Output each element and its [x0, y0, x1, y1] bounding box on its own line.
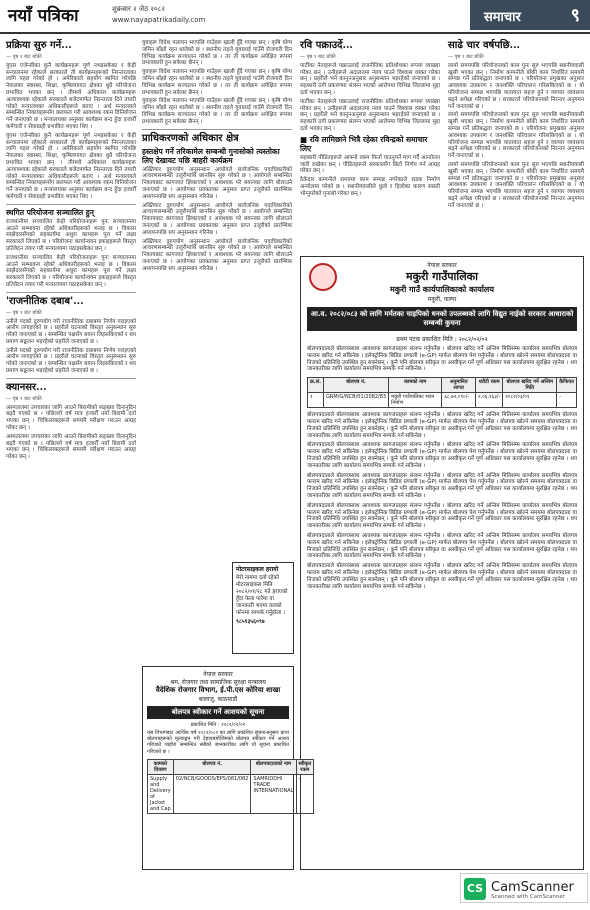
story-byline: — पृष्ठ १ बाट बाँकी [300, 54, 336, 60]
table-header: बोलपत्र नं. [173, 759, 251, 774]
story-body: युएस एजेन्सीका कुनै कार्यक्रमहरू पूर्ण नभइसकेका र केही सन्चालनमा रहेकाले सरकारले ती कार्यक्रमहरूको निरन्तरताका लागि पहल गरेको हो । अमेरिकाले सहयोग स्थगित गरेपछि नेपालका स्वास्थ्य, शिक्षा, कृषिलगायत क्षेत्रका थुप्रै परियोजना प्रभावित भएका छन् । तीमध्ये अधिकांश कार्यक्रमहरू अत्यावश्यक रहेकाले सरकारले बजेटमार्फत निरन्तरता दिने तयारी गरेको मन्त्रालयका अधिकारीहरूले बताए । अर्थ मन्त्रालयले सम्बन्धित निकायहरूसँग छलफल गरी आवश्यक रकम विनियोजन गर्ने जनाएको छ । मन्त्रालयका अनुसार कार्यक्रम बन्द हुँदा हजारौँ कर्मचारी र सेवाग्राही प्रभावित भएका थिए । [6, 132, 136, 200]
table-header: बोलपत्र नं. [324, 378, 389, 393]
camscanner-watermark [460, 873, 588, 903]
intent-notice [142, 666, 312, 870]
tender-notice [300, 256, 584, 870]
term-paragraph: बोलपत्रदाताले बोलपत्रसाथ आवश्यक कागजातहरू संलग्न गर्नुपर्नेछ । बोलपत्र खरिद गर्ने अन्तिम मितिसम्म कार्यालय समयभित्र बोलपत्र फाराम खरिद गर्न सकिनेछ । इलेक्ट्रोनिक बिडिङ प्रणाली (e-GP) मार्फत बोलपत्र पेश गर्नुपर्नेछ । बोलपत्र खोल्ने समयमा बोलपत्रदाता वा निजको प्रतिनिधि उपस्थित हुन सक्नेछन् । कुनै पनि बोलपत्र स्वीकृत वा अस्वीकृत गर्ने पूर्ण अधिकार यस कार्यालयमा सुरक्षित रहनेछ । थप जानकारीका लागि कार्यालय समयभित्र सम्पर्क गर्न सकिनेछ । [307, 442, 577, 469]
table-cell: GRM/G/NCB/01/2082/83 [324, 393, 389, 408]
story-body: युएस एजेन्सीका कुनै कार्यक्रमहरू पूर्ण नभइसकेका र केही सन्चालनमा रहेकाले सरकारले ती कार्यक्रमहरूको निरन्तरताका लागि पहल गरेको हो । अमेरिकाले सहयोग स्थगित गरेपछि नेपालका स्वास्थ्य, शिक्षा, कृषिलगायत क्षेत्रका थुप्रै परियोजना प्रभावित भएका छन् । तीमध्ये अधिकांश कार्यक्रमहरू अत्यावश्यक रहेकाले सरकारले बजेटमार्फत निरन्तरता दिने तयारी गरेको मन्त्रालयका अधिकारीहरूले बताए । अर्थ मन्त्रालयले सम्बन्धित निकायहरूसँग छलफल गरी आवश्यक रकम विनियोजन गर्ने जनाएको छ । मन्त्रालयका अनुसार कार्यक्रम बन्द हुँदा हजारौँ कर्मचारी र सेवाग्राही प्रभावित भएका थिए । [6, 62, 136, 130]
office-title: मकुरी गाउँपालिका [406, 270, 478, 283]
term-paragraph: बोलपत्रदाताले बोलपत्रसाथ आवश्यक कागजातहरू संलग्न गर्नुपर्नेछ । बोलपत्र खरिद गर्ने अन्तिम मितिसम्म कार्यालय समयभित्र बोलपत्र फाराम खरिद गर्न सकिनेछ । इलेक्ट्रोनिक बिडिङ प्रणाली (e-GP) मार्फत बोलपत्र पेश गर्नुपर्नेछ । बोलपत्र खोल्ने समयमा बोलपत्रदाता वा निजको प्रतिनिधि उपस्थित हुन सक्नेछन् । कुनै पनि बोलपत्र स्वीकृत वा अस्वीकृत गर्ने पूर्ण अधिकार यस कार्यालयमा सुरक्षित रहनेछ । थप जानकारीका लागि कार्यालय समयभित्र सम्पर्क गर्न सकिनेछ । [307, 502, 577, 530]
story-body: उनीले पदको दुरुपयोग गरी राजनीतिक दबाबमा निर्णय गराइएको आरोप लगाइएको छ । प्रहरीले घटनाको विस्तृत अनुसन्धान सुरु गरेको जनाएको छ । सम्बन्धित पक्षसँग बयान लिइसकिएको र थप प्रमाण सङ्कलन भइरहेको प्रहरीले जनाएको छ । [6, 318, 136, 345]
story-body: सहकारी पीडितहरूले आफ्नो रकम फिर्ता पाउनुपर्ने माग गर्दै आन्दोलन जारी राखेका छन् । पीडितहरूले सरकारसँग छिटो निर्णय गर्न आग्रह गरेका छन् । [300, 154, 440, 175]
story-body: अख्तियार दुरुपयोग अनुसन्धान आयोगले सार्वजनिक पदाधिकारीको आचरणसम्बन्धी उजुरीमाथि छानबिन सुरु गरेको छ । आयोगले सम्बन्धित निकायबाट कागजात झिकाएको र आवश्यक परे बयानका लागि बोलाउने जनाएको छ । आयोगका प्रवक्ताका अनुसार प्राप्त उजुरीको प्रारम्भिक अध्ययनपछि थप अनुसन्धान गरिनेछ । [142, 202, 292, 236]
notice-banner: बोलपत्र स्वीकार गर्ने आशयको सूचना [147, 706, 289, 719]
camscanner-sub: Scanned with CamScanner [491, 894, 565, 900]
table-header-row [308, 378, 577, 393]
story-body: युवाहरू विदेश पलायन भएपछि गाउँहरू खाली हुँदै गएका छन् । कृषि योग्य जमिन बाँझो रहन थालेको छ । स्थानीय तहले युवालाई गाउँमै रोजगारी दिन विभिन्न कार्यक्रम सञ्चालन गरेको छ । तर ती कार्यक्रम अपेक्षित रूपमा प्रभावकारी हुन सकेका छैनन् । [142, 69, 292, 96]
story-body: लामो समयपछि परियोजनाको काम पुनः सुरु भएपछि स्थानीयवासी खुसी भएका छन् । निर्माण कम्पनीले बाँकी काम निर्धारित समयमै सम्पन्न गर्ने प्रतिबद्धता जनाएको छ । परियोजना प्रमुखका अनुसार आवश्यक उपकरण र जनशक्ति परिचालन गरिसकिएको छ । यो परियोजना सम्पन्न भएपछि यातायात सहज हुने र व्यापार व्यवसाय बढ्ने अपेक्षा गरिएको छ । सरकारले परियोजनाको निरन्तर अनुगमन गर्ने जनाएको छ । [448, 112, 584, 160]
divider [6, 378, 136, 379]
table-cell: - [557, 393, 577, 408]
table-cell: २,०६,१६३/- [476, 393, 503, 408]
story-body: लामो समयपछि परियोजनाको काम पुनः सुरु भएपछि स्थानीयवासी खुसी भएका छन् । निर्माण कम्पनीले बाँकी काम निर्धारित समयमै सम्पन्न गर्ने प्रतिबद्धता जनाएको छ । परियोजना प्रमुखका अनुसार आवश्यक उपकरण र जनशक्ति परिचालन गरिसकिएको छ । यो परियोजना सम्पन्न भएपछि यातायात सहज हुने र व्यापार व्यवसाय बढ्ने अपेक्षा गरिएको छ । सरकारले परियोजनाको निरन्तर अनुगमन गर्ने जनाएको छ । [448, 62, 584, 110]
government-emblem-icon [309, 263, 337, 291]
story-subheadline: ■ रवि लामिछाने भित्रै रहेका रविन्द्रको समाचार लिए [300, 134, 428, 153]
classified-body: मेरो नाममा दर्ता रहेको मोटरसाइकल मिति २०८२/०१/२८ गते हराएको हुँदा फेला पारेमा वा जानकारी भएमा तलको फोनमा सम्पर्क गर्नुहोला । [236, 575, 288, 616]
office-subtitle: मकुरी गाउँ कार्यपालिकाको कार्यालय [390, 285, 494, 294]
table-cell: १ [308, 393, 324, 408]
story-body: अस्पतालमा उपचारका लागि आउने बिरामीको सङ्ख्या दिनानुदिन बढ्दै गएको छ । पछिल्लो वर्ष मात्र हजारौँ नयाँ बिरामी दर्ता भएका छन् । चिकित्सकहरूले समयमै परीक्षण गराउन आग्रह गरेका छन् । [6, 404, 136, 432]
story-body: युवाहरू विदेश पलायन भएपछि गाउँहरू खाली हुँदै गएका छन् । कृषि योग्य जमिन बाँझो रहन थालेको छ । स्थानीय तहले युवालाई गाउँमै रोजगारी दिन विभिन्न कार्यक्रम सञ्चालन गरेको छ । तर ती कार्यक्रम अपेक्षित रूपमा प्रभावकारी हुन सकेका छैनन् । [142, 98, 292, 125]
tender-table [307, 377, 577, 408]
office-location: मकुरी, पाल्पा [427, 296, 457, 303]
ministry-name: श्रम, रोजगार तथा सामाजिक सुरक्षा मन्त्रालय [170, 679, 266, 686]
term-paragraph: बोलपत्रदाताले बोलपत्रसाथ आवश्यक कागजातहरू संलग्न गर्नुपर्नेछ । बोलपत्र खरिद गर्ने अन्तिम मितिसम्म कार्यालय समयभित्र बोलपत्र फाराम खरिद गर्न सकिनेछ । इलेक्ट्रोनिक बिडिङ प्रणाली (e-GP) मार्फत बोलपत्र पेश गर्नुपर्नेछ । बोलपत्र खोल्ने समयमा बोलपत्रदाता वा निजको प्रतिनिधि उपस्थित हुन सक्नेछन् । कुनै पनि बोलपत्र स्वीकृत वा अस्वीकृत गर्ने पूर्ण अधिकार यस कार्यालयमा सुरक्षित रहनेछ । थप जानकारीका लागि कार्यालय समयभित्र सम्पर्क गर्न सकिनेछ । [307, 472, 577, 499]
govt-line: नेपाल सरकार [427, 262, 457, 269]
intent-table-wrap [143, 757, 312, 816]
department-name: वैदेशिक रोजगार विभाग, ई.पी.एस कोरिया शाखा [155, 686, 281, 694]
dateline: शुक्रबार २ जेठ २०८२ [112, 5, 165, 13]
table-header: धरौटी रकम [476, 378, 503, 393]
notice-body: यस विभागबाट आर्थिक वर्ष २०८१/०८२ का लागि प्रकाशित सूचनाअनुसार प्राप्त बोलपत्रहरूको मूल्याङ्कन गरी देहायबमोजिमको बोलपत्र स्वीकार गर्ने आशय गरिएको व्यहोरा सम्बन्धित सबैको जानकारीका लागि यो सूचना प्रकाशित गरिएको छ । [147, 730, 289, 755]
column-3 [300, 40, 440, 250]
story-body: पार्टीका नेताहरूले पक्राउलाई राजनीतिक प्रतिशोधका रूपमा व्याख्या गरेका छन् । उनीहरूले अदालतमा न्याय पाउने विश्वास व्यक्त गरेका छन् । प्रहरीले भने कानुनअनुसार अनुसन्धान भइरहेको जनाएको छ । सहकारी ठगी प्रकरणमा संलग्न भएको आरोपमा विभिन्न जिल्लामा मुद्दा दर्ता भएका छन् । [300, 98, 440, 132]
story-body: पार्टीका नेताहरूले पक्राउलाई राजनीतिक प्रतिशोधका रूपमा व्याख्या गरेका छन् । उनीहरूले अदालतमा न्याय पाउने विश्वास व्यक्त गरेका छन् । प्रहरीले भने कानुनअनुसार अनुसन्धान भइरहेको जनाएको छ । सहकारी ठगी प्रकरणमा संलग्न भएको आरोपमा विभिन्न जिल्लामा मुद्दा दर्ता भएका छन् । [300, 62, 440, 96]
table-cell: Supply and Delivery of Jacket and Cap [148, 774, 174, 813]
story-headline: 'राजनीतिक दबाब'... [6, 295, 84, 307]
classified-phone: ९८५१३५६०९७ [236, 619, 265, 625]
table-header: अनुमानित लागत [442, 378, 476, 393]
column-1 [6, 40, 136, 868]
camscanner-name: CamScanner [491, 880, 574, 895]
table-header: स्वीकृत रकम [296, 759, 314, 774]
story-body: अख्तियार दुरुपयोग अनुसन्धान आयोगले सार्वजनिक पदाधिकारीको आचरणसम्बन्धी उजुरीमाथि छानबिन सुरु गरेको छ । आयोगले सम्बन्धित निकायबाट कागजात झिकाएको र आवश्यक परे बयानका लागि बोलाउने जनाएको छ । आयोगका प्रवक्ताका अनुसार प्राप्त उजुरीको प्रारम्भिक अध्ययनपछि थप अनुसन्धान गरिनेछ । [142, 238, 292, 272]
story-byline: — पृष्ठ १ बाट बाँकी [6, 395, 42, 402]
table-cell: - [296, 774, 314, 813]
story-headline: प्रक्रिया सुरु गर्ने... [6, 40, 72, 51]
table-header: कामको विवरण [148, 759, 174, 774]
tender-table-wrap [301, 373, 583, 412]
section-name: समाचार [484, 10, 521, 25]
story-byline: — पृष्ठ १ बाट बाँकी [6, 309, 42, 316]
table-header: बोलपत्रदाताको नाम [251, 759, 296, 774]
camscanner-logo-icon: CS [464, 878, 486, 900]
story-byline: — पृष्ठ १ बाट बाँकी [448, 54, 484, 60]
term-paragraph: बोलपत्रदाताले बोलपत्रसाथ आवश्यक कागजातहरू संलग्न गर्नुपर्नेछ । बोलपत्र खरिद गर्ने अन्तिम मितिसम्म कार्यालय समयभित्र बोलपत्र फाराम खरिद गर्न सकिनेछ । इलेक्ट्रोनिक बिडिङ प्रणाली (e-GP) मार्फत बोलपत्र पेश गर्नुपर्नेछ । बोलपत्र खोल्ने समयमा बोलपत्रदाता वा निजको प्रतिनिधि उपस्थित हुन सक्नेछन् । कुनै पनि बोलपत्र स्वीकृत वा अस्वीकृत गर्ने पूर्ण अधिकार यस कार्यालयमा सुरक्षित रहनेछ । थप जानकारीका लागि कार्यालय समयभित्र सम्पर्क गर्न सकिनेछ । [307, 412, 577, 439]
story-body: राजधानीमा सञ्चालित केही परियोजनाहरू पुनः सञ्चालनमा आउने सम्भावना रहेको अधिकारीहरूको भनाइ छ । विकास साझेदारसँगको सहकार्यमा अधुरा कामहरू पूरा गर्ने लक्ष्य सरकारले लिएको छ । परियोजना कार्यान्वयन इकाइहरूले विस्तृत प्रतिवेदन तयार गरी मन्त्रालयमा पठाइसकेका छन् । [6, 254, 136, 288]
classified-ad [232, 562, 294, 654]
publish-date: प्रथम पटक प्रकाशित मिति : २०८२/०२/०२ [396, 336, 488, 343]
notice-intro: बोलपत्रदाताले बोलपत्रसाथ आवश्यक कागजातहरू संलग्न गर्नुपर्नेछ । बोलपत्र खरिद गर्ने अन्तिम मितिसम्म कार्यालय समयभित्र बोलपत्र फाराम खरिद गर्न सकिनेछ । इलेक्ट्रोनिक बिडिङ प्रणाली (e-GP) मार्फत बोलपत्र पेश गर्नुपर्नेछ । बोलपत्र खोल्ने समयमा बोलपत्रदाता वा निजको प्रतिनिधि उपस्थित हुन सक्नेछन् । कुनै पनि बोलपत्र स्वीकृत वा अस्वीकृत गर्ने पूर्ण अधिकार यस कार्यालयमा सुरक्षित रहनेछ । थप जानकारीका लागि कार्यालय समयभित्र सम्पर्क गर्न सकिनेछ । [307, 346, 577, 373]
notice-terms [301, 412, 583, 590]
divider [6, 204, 136, 205]
story-byline: — पृष्ठ १ बाट बाँकी [6, 54, 42, 60]
story-body: युवाहरू विदेश पलायन भएपछि गाउँहरू खाली हुँदै गएका छन् । कृषि योग्य जमिन बाँझो रहन थालेको छ । स्थानीय तहले युवालाई गाउँमै रोजगारी दिन विभिन्न कार्यक्रम सञ्चालन गरेको छ । तर ती कार्यक्रम अपेक्षित रूपमा प्रभावकारी हुन सकेका छैनन् । [142, 40, 292, 67]
table-header-row [148, 759, 314, 774]
story-headline: प्राधिकरणको अधिकार क्षेत्र [142, 132, 239, 144]
table-row [308, 393, 577, 408]
section-banner [470, 0, 590, 30]
classified-title: मोटरसाइकल हरायो [236, 566, 279, 573]
table-cell: 02/NCB/GOODS/EPS/081/082 [173, 774, 251, 813]
term-paragraph: बोलपत्रदाताले बोलपत्रसाथ आवश्यक कागजातहरू संलग्न गर्नुपर्नेछ । बोलपत्र खरिद गर्ने अन्तिम मितिसम्म कार्यालय समयभित्र बोलपत्र फाराम खरिद गर्न सकिनेछ । इलेक्ट्रोनिक बिडिङ प्रणाली (e-GP) मार्फत बोलपत्र पेश गर्नुपर्नेछ । बोलपत्र खोल्ने समयमा बोलपत्रदाता वा निजको प्रतिनिधि उपस्थित हुन सक्नेछन् । कुनै पनि बोलपत्र स्वीकृत वा अस्वीकृत गर्ने पूर्ण अधिकार यस कार्यालयमा सुरक्षित रहनेछ । थप जानकारीका लागि कार्यालय समयभित्र सम्पर्क गर्न सकिनेछ । [307, 563, 577, 590]
story-headline: रवि पक्राउर्दे... [300, 40, 353, 51]
story-body: अस्पतालमा उपचारका लागि आउने बिरामीको सङ्ख्या दिनानुदिन बढ्दै गएको छ । पछिल्लो वर्ष मात्र हजारौँ नयाँ बिरामी दर्ता भएका छन् । चिकित्सकहरूले समयमै परीक्षण गराउन आग्रह गरेका छन् । [6, 433, 136, 461]
table-row [148, 774, 314, 813]
masthead [0, 0, 590, 34]
story-subheadline: हस्तक्षेप गर्ने तरिकामेल सम्बन्धी गुनासोको त्यस्तोका लिए देखावट पछि बाहरी कार्यक्रम [142, 146, 280, 165]
story-headline: स्थगित परियोजना सञ्चालित हुन् [6, 207, 94, 217]
table-header: बोलपत्र खरिद गर्ने अन्तिम मिति [503, 378, 557, 393]
story-body: राजधानीमा सञ्चालित केही परियोजनाहरू पुनः सञ्चालनमा आउने सम्भावना रहेको अधिकारीहरूको भनाइ छ । विकास साझेदारसँगको सहकार्यमा अधुरा कामहरू पूरा गर्ने लक्ष्य सरकारले लिएको छ । परियोजना कार्यान्वयन इकाइहरूले विस्तृत प्रतिवेदन तयार गरी मन्त्रालयमा पठाइसकेका छन् । [6, 218, 136, 252]
website-url[interactable]: www.nayapatrikadaily.com [112, 16, 206, 24]
publish-date: प्रकाशित मिति : २०८२/०२/०२ [190, 722, 246, 728]
divider [6, 292, 136, 293]
column-4 [448, 40, 584, 250]
table-cell: ६८,७२,०९०/- [442, 393, 476, 408]
newspaper-logo: नयाँ पत्रिका [8, 6, 79, 26]
story-body: ठेकेदार कम्पनीले समयमा काम सम्पन्न नगरेकाले सडक निर्माण अन्योलमा परेको छ । स्थानीयवासीले धुलो र हिलोका कारण सास्ती भोग्नुपरेको गुनासो गरेका छन् । [300, 177, 440, 197]
term-paragraph: बोलपत्रदाताले बोलपत्रसाथ आवश्यक कागजातहरू संलग्न गर्नुपर्नेछ । बोलपत्र खरिद गर्ने अन्तिम मितिसम्म कार्यालय समयभित्र बोलपत्र फाराम खरिद गर्न सकिनेछ । इलेक्ट्रोनिक बिडिङ प्रणाली (e-GP) मार्फत बोलपत्र पेश गर्नुपर्नेछ । बोलपत्र खोल्ने समयमा बोलपत्रदाता वा निजको प्रतिनिधि उपस्थित हुन सक्नेछन् । कुनै पनि बोलपत्र स्वीकृत वा अस्वीकृत गर्ने पूर्ण अधिकार यस कार्यालयमा सुरक्षित रहनेछ । थप जानकारीका लागि कार्यालय समयभित्र सम्पर्क गर्न सकिनेछ । [307, 532, 577, 560]
govt-line: नेपाल सरकार [203, 671, 233, 678]
notice-title: आ.व. २०८२/०८३ को लागि मर्मतका चाइपिको धनको उपलब्धको लागि विद्युत नाईको सरकार आधाराको सम्बन्धी कुचना [307, 307, 577, 331]
story-headline: साढे चार वर्षपछि... [448, 40, 521, 51]
story-body: उनीले पदको दुरुपयोग गरी राजनीतिक दबाबमा निर्णय गराइएको आरोप लगाइएको छ । प्रहरीले घटनाको विस्तृत अनुसन्धान सुरु गरेको जनाएको छ । सम्बन्धित पक्षसँग बयान लिइसकिएको र थप प्रमाण सङ्कलन भइरहेको प्रहरीले जनाएको छ । [6, 347, 136, 375]
table-cell: २०८२/०३/०१ [503, 393, 557, 408]
divider [142, 129, 292, 130]
table-header: कैफियत [557, 378, 577, 393]
intent-table [147, 759, 314, 814]
page-number: ९ [570, 5, 580, 26]
story-headline: क्यानसर... [6, 381, 47, 393]
department-location: बालाजु, काठमाडौं [198, 696, 238, 703]
table-header: कामको नाम [389, 378, 442, 393]
table-header: क्र.सं. [308, 378, 324, 393]
story-body: अख्तियार दुरुपयोग अनुसन्धान आयोगले सार्वजनिक पदाधिकारीको आचरणसम्बन्धी उजुरीमाथि छानबिन सुरु गरेको छ । आयोगले सम्बन्धित निकायबाट कागजात झिकाएको र आवश्यक परे बयानका लागि बोलाउने जनाएको छ । आयोगका प्रवक्ताका अनुसार प्राप्त उजुरीको प्रारम्भिक अध्ययनपछि थप अनुसन्धान गरिनेछ । [142, 166, 292, 200]
table-cell: मकुरी गाउँपालिका भवन निर्माण [389, 393, 442, 408]
table-cell: SAMRIDDHI TRADE INTERNATIONAL [251, 774, 296, 813]
story-body: लामो समयपछि परियोजनाको काम पुनः सुरु भएपछि स्थानीयवासी खुसी भएका छन् । निर्माण कम्पनीले बाँकी काम निर्धारित समयमै सम्पन्न गर्ने प्रतिबद्धता जनाएको छ । परियोजना प्रमुखका अनुसार आवश्यक उपकरण र जनशक्ति परिचालन गरिसकिएको छ । यो परियोजना सम्पन्न भएपछि यातायात सहज हुने र व्यापार व्यवसाय बढ्ने अपेक्षा गरिएको छ । सरकारले परियोजनाको निरन्तर अनुगमन गर्ने जनाएको छ । [448, 161, 584, 209]
